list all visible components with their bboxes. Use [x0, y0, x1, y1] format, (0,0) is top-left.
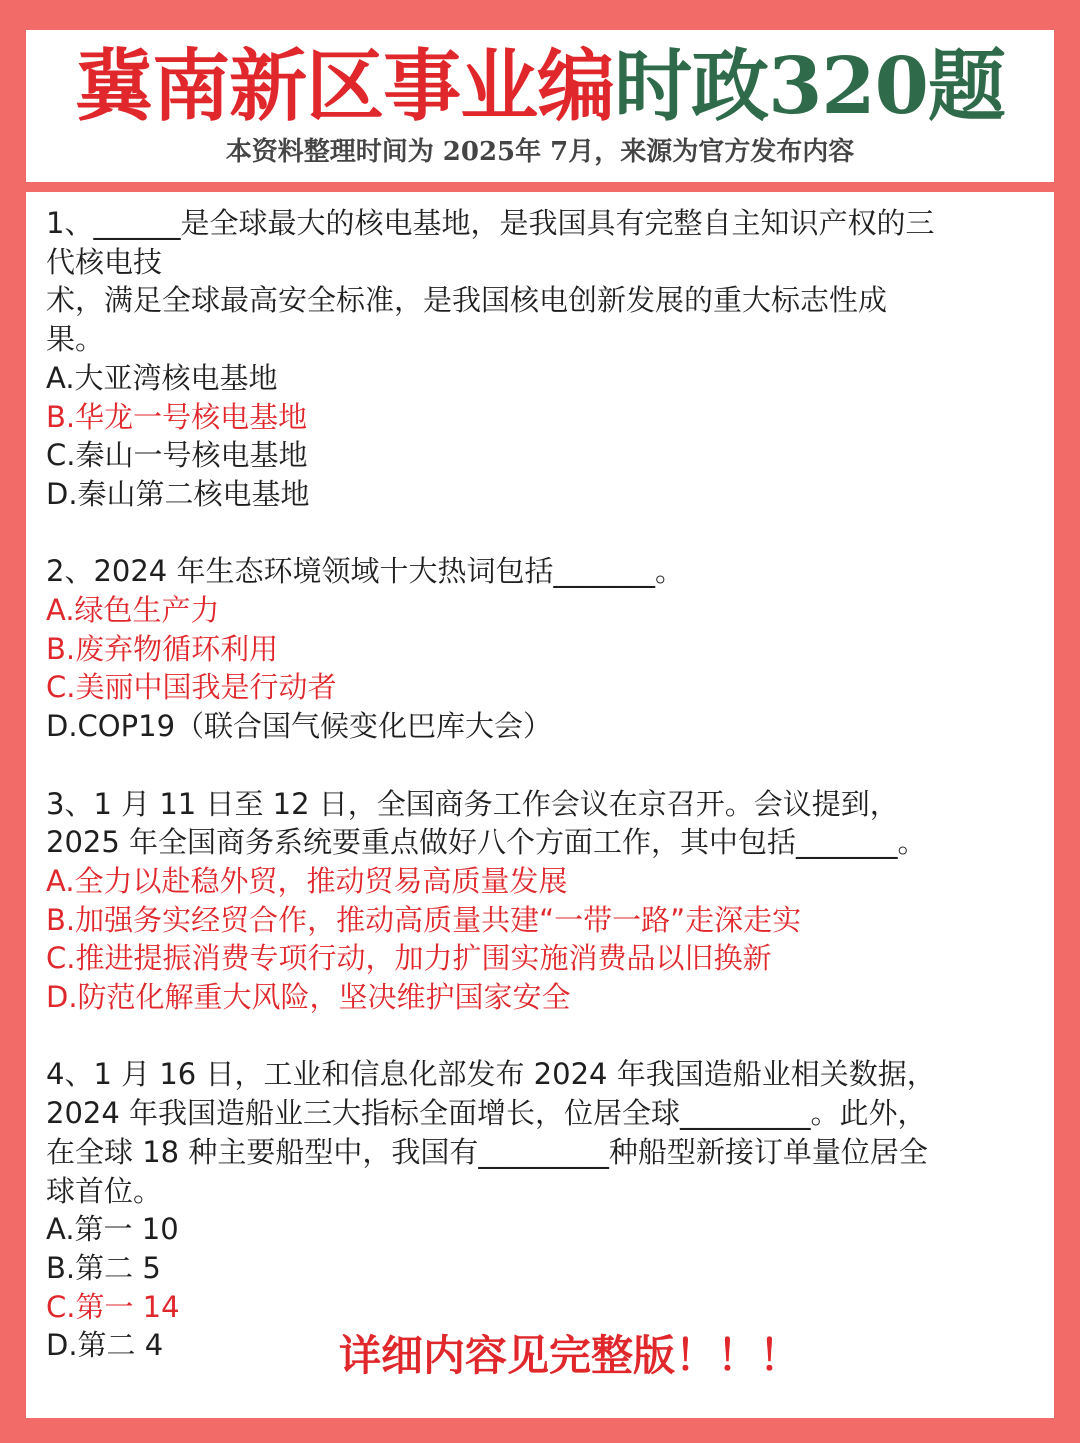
title-red-part: 冀南新区事业编 — [75, 41, 615, 132]
option-correct: C.推进提振消费专项行动，加力扩围实施消费品以旧换新 — [46, 941, 772, 976]
page-subtitle: 本资料整理时间为 2025年 7月，来源为官方发布内容 — [225, 137, 855, 167]
option-correct: B.废弃物循环利用 — [46, 631, 279, 666]
option: D.秦山第二核电基地 — [46, 476, 310, 511]
title-green-part: 时政320题 — [614, 41, 1005, 132]
question-stem-line: 球首位。 — [46, 1173, 163, 1208]
content-card — [26, 192, 1054, 1418]
cta-banner — [26, 1330, 1054, 1382]
header-card — [26, 30, 1054, 182]
question-stem-line: 1、______是全球最大的核电基地，是我国具有完整自主知识产权的三 — [46, 206, 935, 240]
option: A.第一 10 — [46, 1212, 179, 1247]
question-stem-line: 术，满足全球最高安全标准，是我国核电创新发展的重大标志性成 — [46, 283, 888, 318]
option: D.第二 4 — [46, 1328, 164, 1363]
option-correct: B.华龙一号核电基地 — [46, 399, 308, 434]
page-title — [26, 40, 1054, 134]
option-correct: B.加强务实经贸合作，推动高质量共建“一带一路”走深走实 — [46, 902, 802, 937]
option-correct: C.美丽中国我是行动者 — [46, 670, 337, 705]
question-stem-line: 2、2024 年生态环境领域十大热词包括_______。 — [46, 554, 684, 589]
question-stem-line: 果。 — [46, 322, 105, 357]
option: A.大亚湾核电基地 — [46, 360, 278, 395]
question-block — [46, 204, 1041, 514]
option: B.第二 5 — [46, 1250, 161, 1285]
question-stem-line: 代核电技 — [46, 244, 163, 279]
question-block — [46, 552, 1041, 746]
question-stem-line: 2025 年全国商务系统要重点做好八个方面工作，其中包括_______。 — [46, 825, 927, 860]
question-list — [46, 204, 1041, 1404]
question-block — [46, 785, 1041, 1017]
question-stem-line: 3、1 月 11 日至 12 日，全国商务工作会议在京召开。会议提到， — [46, 786, 899, 821]
cta-text: 详细内容见完整版！！！ — [338, 1331, 801, 1380]
question-stem-line: 在全球 18 种主要船型中，我国有_________种船型新接订单量位居全 — [46, 1134, 928, 1169]
option-correct: C.第一 14 — [46, 1289, 180, 1324]
question-block — [46, 1055, 1041, 1365]
option-correct: A.绿色生产力 — [46, 593, 220, 628]
question-stem-line: 2024 年我国造船业三大指标全面增长，位居全球_________。此外， — [46, 1096, 927, 1131]
option: C.秦山一号核电基地 — [46, 438, 308, 473]
option-correct: D.防范化解重大风险，坚决维护国家安全 — [46, 980, 571, 1015]
option: D.COP19（联合国气候变化巴库大会） — [46, 709, 553, 744]
question-stem-line: 4、1 月 16 日，工业和信息化部发布 2024 年我国造船业相关数据， — [46, 1057, 936, 1092]
option-correct: A.全力以赴稳外贸，推动贸易高质量发展 — [46, 863, 568, 898]
